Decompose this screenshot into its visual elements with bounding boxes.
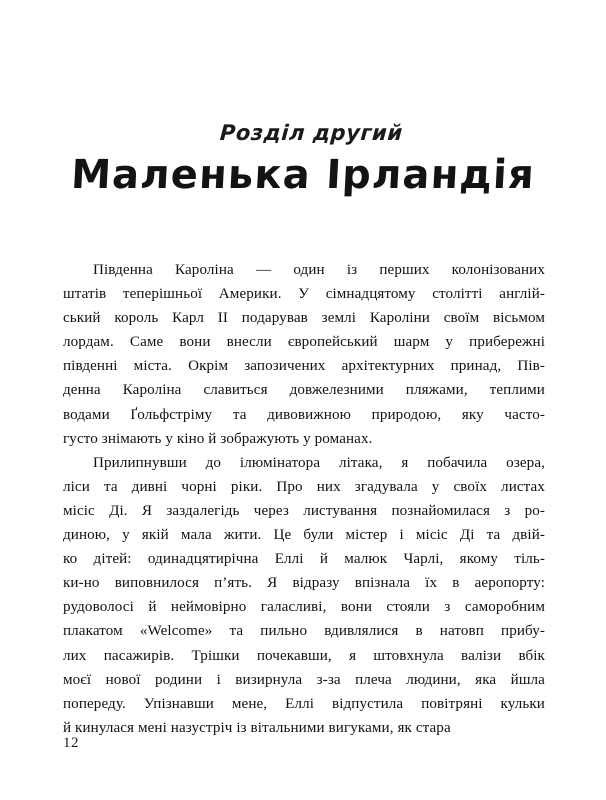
text-line: лих пасажирів. Трішки почекавши, я штовхнула валізи вбік	[63, 647, 545, 664]
text-line: густо знімають у кіно й зображують у романах.	[63, 430, 373, 447]
text-line: місіс Ді. Я заздалегідь через листування познайомилася з ро-	[63, 502, 545, 519]
text-line: водами Ґольфстріму та дивовижною природою, яку часто-	[63, 406, 545, 423]
text-line: моєї нової родини і визирнула з-за плеча людини, яка йшла	[63, 671, 545, 688]
text-line: ки-но виповнилося п’ять. Я відразу впізнала їх в аеропорту:	[63, 575, 545, 592]
text-line: диною, у якій мала жити. Це були містер і місіс Ді та двій-	[63, 527, 545, 544]
body-text	[63, 258, 545, 740]
text-line: ко дітей: одинадцятирічна Еллі й малюк Чарлі, якому тіль-	[63, 551, 545, 568]
text-line: й кинулася мені назустріч із вітальними вигуками, як стара	[63, 719, 451, 736]
chapter-title: Маленька Ірландія	[69, 152, 537, 199]
text-line: денна Кароліна славиться довжелезними пляжами, теплими	[63, 382, 545, 399]
text-line: плакатом «Welcome» та пильно вдивлялися в натовп прибу-	[63, 623, 545, 640]
chapter-number-label: Розділ другий	[218, 120, 404, 146]
paragraph	[63, 451, 545, 740]
text-line: попереду. Упізнавши мене, Еллі відпустила повітряні кульки	[63, 695, 545, 712]
chapter-heading	[0, 122, 606, 198]
text-line: штатів теперішньої Америки. У сімнадцятому столітті англій-	[63, 286, 545, 303]
text-line: ський король Карл II подарував землі Кароліни своїм вісьмом	[63, 310, 545, 327]
text-line: ліси та дивні чорні ріки. Про них згадувала у своїх листах	[63, 478, 545, 495]
text-line: Південна Кароліна — один із перших колонізованих	[93, 262, 545, 278]
paragraph	[63, 258, 545, 451]
text-line: лордам. Саме вони внесли європейський шарм у прибережні	[63, 334, 545, 351]
text-line: рудоволосі й неймовірно галасливі, вони стояли з саморобним	[63, 599, 545, 616]
text-line: Прилипнувши до ілюмінатора літака, я побачила озера,	[93, 454, 545, 471]
text-line: південні міста. Окрім запозичених архітектурних принад, Пів-	[63, 358, 545, 375]
page-number: 12	[63, 735, 79, 751]
